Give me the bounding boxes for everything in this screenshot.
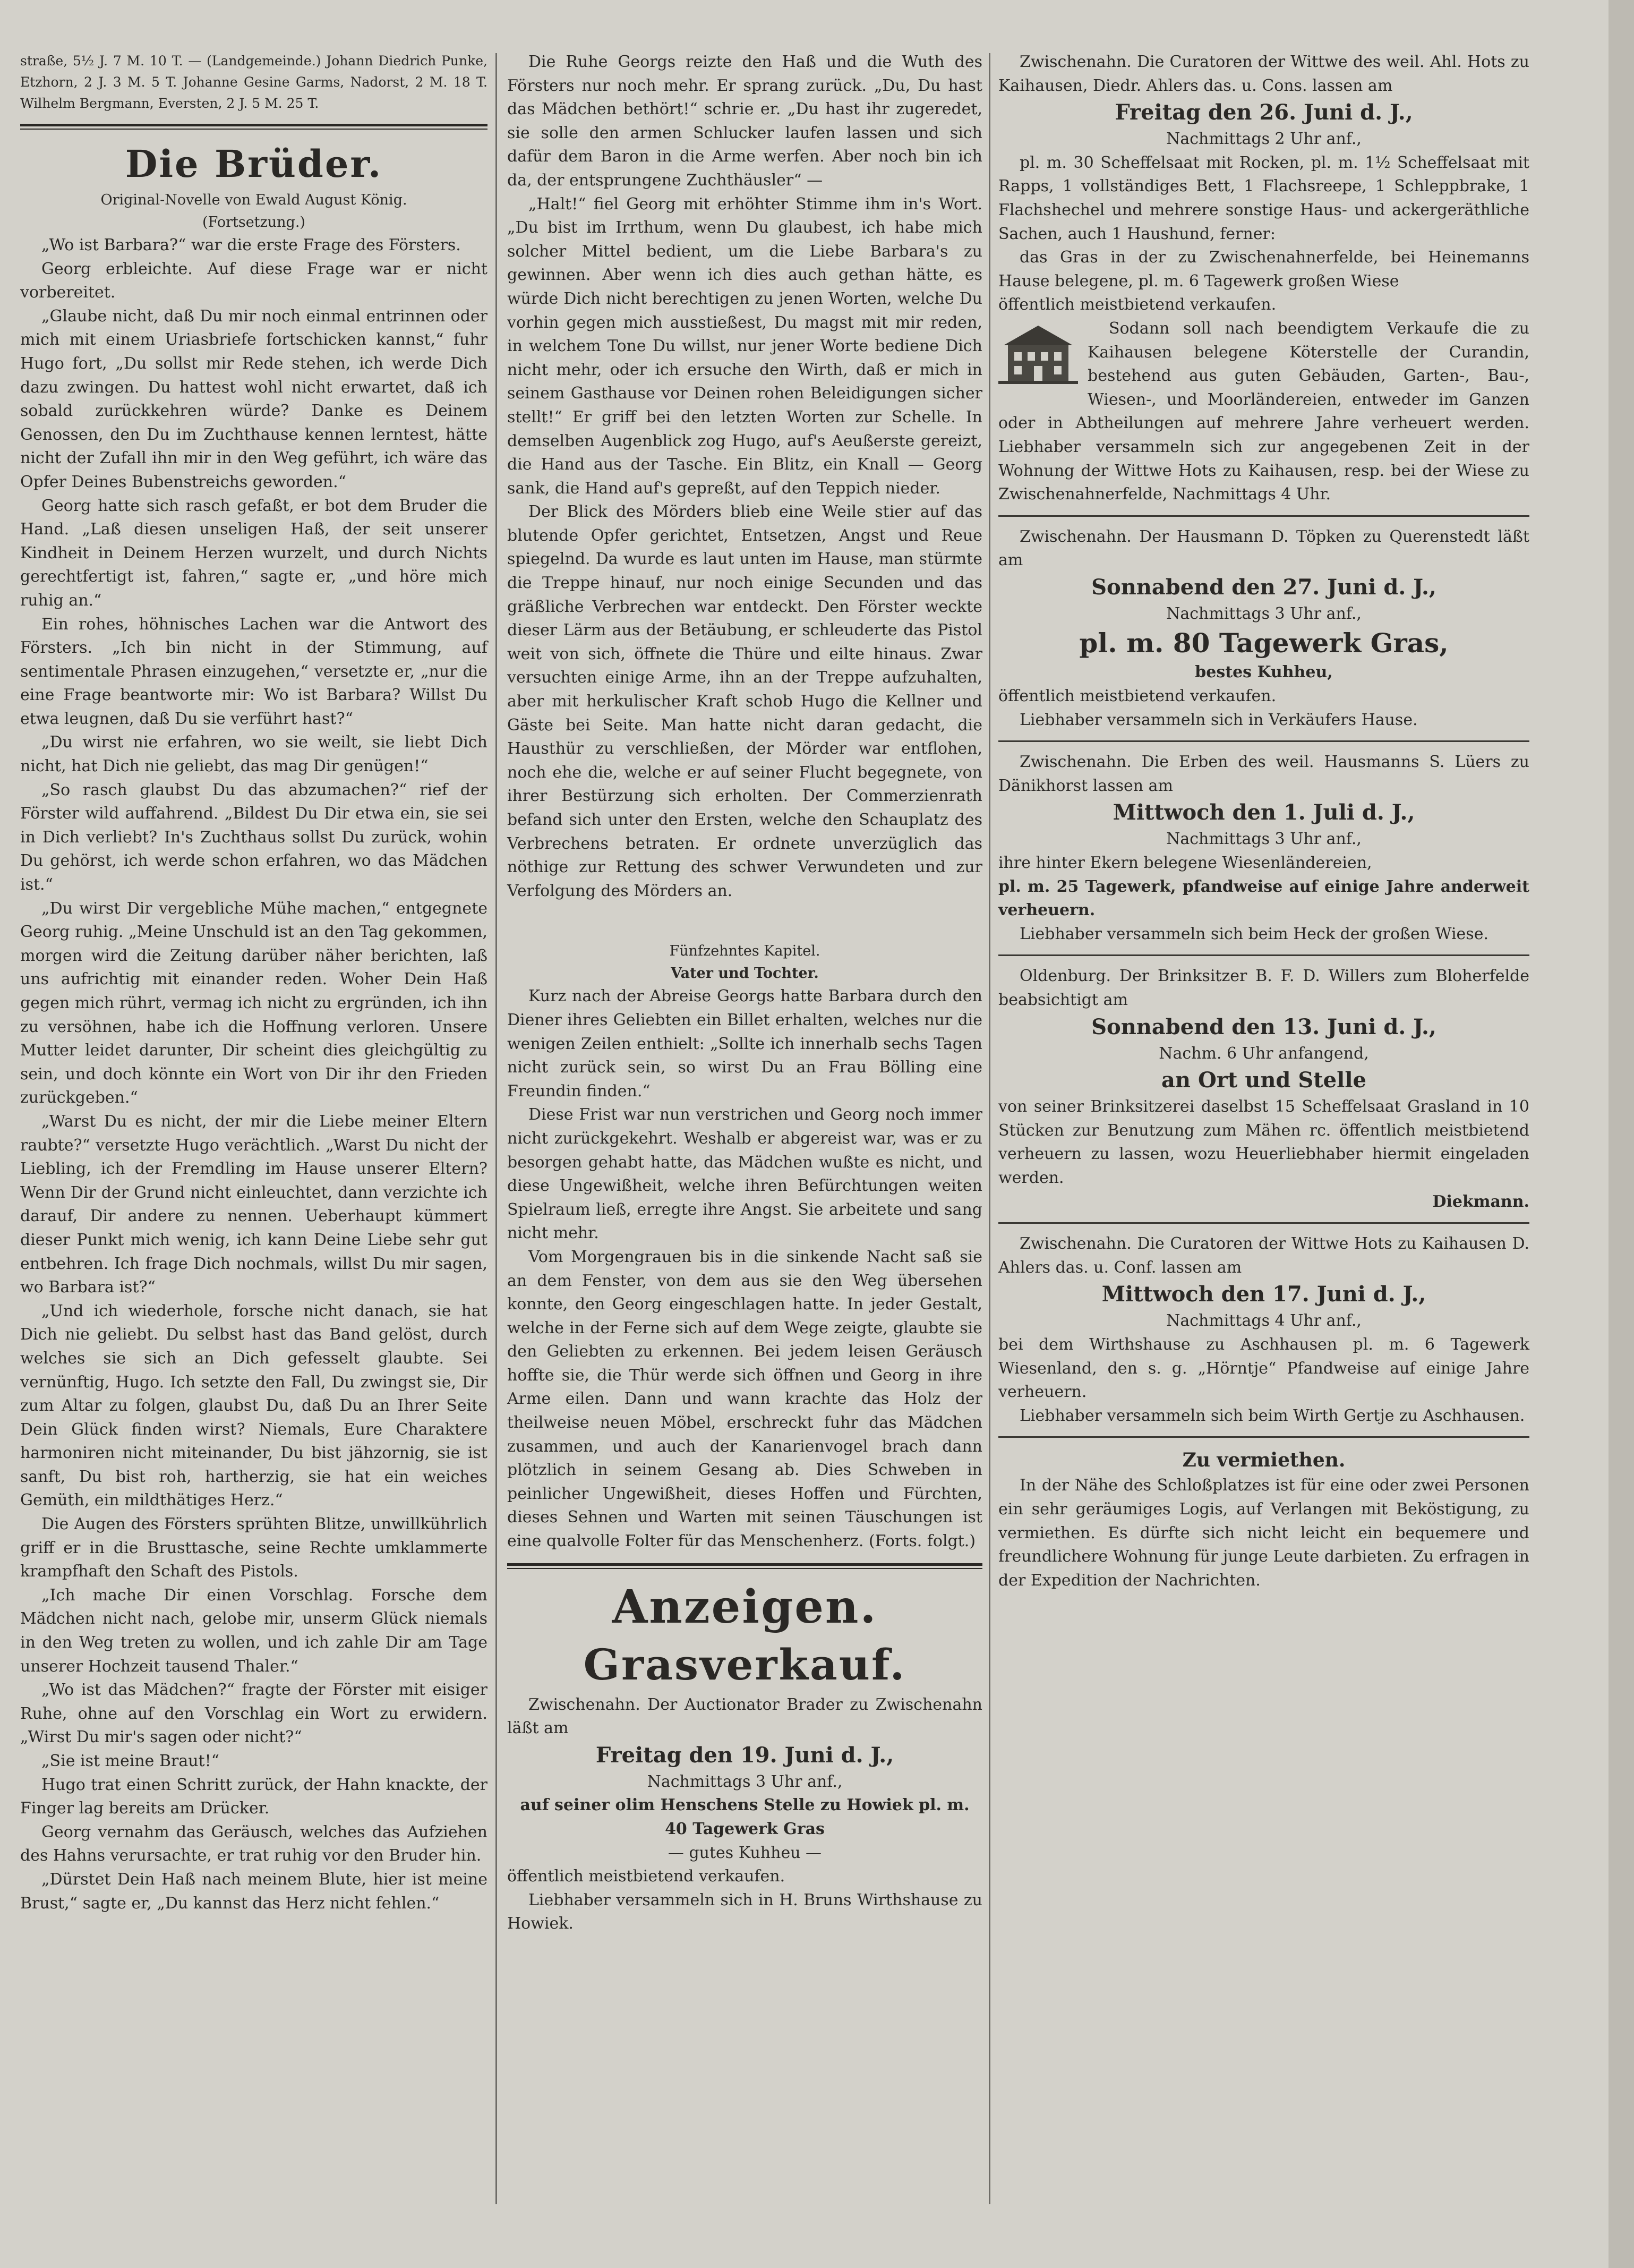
paragraph: „Halt!“ fiel Georg mit erhöhter Stimme ihm in's Wort. „Du bist im Irrthum, wenn Du glaubest, ich habe mich solcher Mittel bedient, um die Liebe Barbara's zu gewinnen. Aber wenn ich dies auch gethan hätte, es würde Dich nicht berechtigen zu jenen Worten, welche Du vorhin gegen mich ausstießest, Du magst mit mir reden, in welchem Tone Du willst, nur jener Worte bediene Dich nicht mehr, oder ich ersuche den Wirth, daß er mich in seinem Gasthause vor Deinen rohen Beleidigungen sicher stellt!“ Er griff bei den letzten Worten zur Schelle. In demselben Augenblick zog Hugo, auf's Aeußerste gereizt, die Hand aus der Tasche. Ein Blitz, ein Knall — Georg sank, die Hand auf's gepreßt, auf den Teppich nieder. [507, 194, 982, 498]
paragraph: Ein rohes, höhnisches Lachen war die Antwort des Försters. „Ich bin nicht in der Stimmung, auf sentimentale Phrasen einzugehen,“ versetzte er, „nur die eine Frage beantworte mir: Wo ist Barbara? Willst Du etwa leugnen, daß Du sie verführt hast?“ [20, 615, 487, 728]
divider [998, 740, 1529, 742]
story-title: Die Brüder. [125, 142, 383, 186]
chapter-number: Fünfzehntes Kapitel. [669, 943, 820, 960]
paragraph: Diese Frist war nun verstrichen und Georg noch immer nicht zurückgekehrt. Weshalb er abgereist war, was er zu besorgen gehabt hatte, das Mädchen wußte es nicht, und diese Ungewißheit, welche ihren Befürchtungen weiten Spielraum ließ, erregte ihre Angst. Sie arbeitete und sang nicht mehr. [507, 1105, 982, 1243]
ads-header: Anzeigen. [612, 1580, 878, 1634]
ad-quality: bestes Kuhheu, [1195, 663, 1333, 682]
ad-body: das Gras in der zu Zwischenahnerfelde, bei Heinemanns Hause belegene, pl. m. 6 Tagewerk großen Wiese [998, 248, 1529, 291]
paragraph: Georg erbleichte. Auf diese Frage war er nicht vorbereitet. [20, 259, 487, 302]
ad-intro: Zwischenahn. Der Hausmann D. Töpken zu Querenstedt läßt am [998, 527, 1529, 570]
paragraph: Georg vernahm das Geräusch, welches das Aufziehen des Hahns verursachte, er trat ruhig vor den Bruder hin. [20, 1822, 487, 1865]
paragraph: „Du wirst nie erfahren, wo sie weilt, sie liebt Dich nicht, hat Dich nie geliebt, das mag Dir genügen!“ [20, 733, 487, 776]
column-2 [507, 50, 982, 1936]
paragraph: „Ich mache Dir einen Vorschlag. Forsche dem Mädchen nicht nach, gelobe mir, unserm Glück niemals in den Weg treten zu wollen, und ich zahle Dir am Tage unserer Hochzeit tausend Thaler.“ [20, 1585, 487, 1676]
ad-line: Zwischenahn. Der Auctionator Brader zu Zwischenahn läßt am [507, 1695, 982, 1738]
ad-time: Nachm. 6 Uhr anfangend, [1159, 1044, 1369, 1063]
divider [998, 1222, 1529, 1224]
column-divider [495, 53, 497, 2204]
ad-body: Liebhaber versammeln sich beim Heck der großen Wiese. [1020, 924, 1488, 943]
divider [998, 515, 1529, 517]
paragraph: „So rasch glaubst Du das abzumachen?“ rief der Förster wild auffahrend. „Bildest Du Dir etwa ein, sie sei in Dich verliebt? In's Zuchthaus sollst Du zurück, wohin Du gehörst, ich werde schon erfahren, wo das Mädchen ist.“ [20, 780, 487, 894]
chapter-title: Vater und Tochter. [671, 965, 819, 982]
ad-time: Nachmittags 4 Uhr anf., [1166, 1311, 1362, 1331]
paragraph: „Sie ist meine Braut!“ [41, 1752, 220, 1770]
divider [998, 1436, 1529, 1438]
paragraph: „Warst Du es nicht, der mir die Liebe meiner Eltern raubte?“ versetzte Hugo verächtlich. „Warst Du nicht der Liebling, ich der Fremdling im Hause unserer Eltern? Wenn Dir der Grund nicht einleuchtet, dann verzichte ich darauf, Dir andere zu nennen. Ueberhaupt kümmert dieser Punkt mich wenig, ich kann Deine Liebe sehr gut entbehren. Ich frage Dich nochmals, willst Du mir sagen, wo Barbara ist?“ [20, 1112, 487, 1297]
ad-date: Freitag den 26. Juni d. J., [1115, 100, 1413, 125]
ad-date: Sonnabend den 27. Juni d. J., [1091, 574, 1436, 600]
ad-body: bei dem Wirthshause zu Aschhausen pl. m. 6 Tagewerk Wiesenland, den s. g. „Hörntje“ Pfandweise auf einige Jahre verheuern. [998, 1335, 1529, 1402]
ad-intro: Zwischenahn. Die Curatoren der Wittwe des weil. Ahl. Hots zu Kaihausen, Diedr. Ahlers das. u. Cons. lassen am [998, 53, 1529, 95]
ad-body: In der Nähe des Schloßplatzes ist für eine oder zwei Personen ein sehr geräumiges Logis, auf Verlangen mit Beköstigung, zu vermiethen. Es dürfte sich nicht leicht ein bequemere und freundlichere Wohnung für junge Leute darbieten. Zu erfragen in der Expedition der Nachrichten. [998, 1476, 1529, 1590]
ad-body: Sodann soll nach beendigtem Verkaufe die zu Kaihausen belegene Köterstelle der Curandin, bestehend aus guten Gebäuden, Garten-, Bau-, Wiesen-, und Moorländereien, entweder im Ganzen oder in Abtheilungen auf mehrere Jahre verheuert werden. Liebhaber versammeln sich zur angegebenen Zeit in der Wohnung der Wittwe Hots zu Kaihausen, resp. bei der Wiese zu Zwischenahnerfelde, Nachmittags 4 Uhr. [998, 319, 1529, 504]
death-notice-lead: straße, 5½ J. 7 M. 10 T. — (Landgemeinde.) Johann Diedrich Punke, Etzhorn, 2 J. 3 M. 5 T. Johanne Gesine Garms, Nadorst, 2 M. 18 T. Wilhelm Bergmann, Eversten, 2 J. 5 M. 25 T. [20, 53, 487, 111]
ad-body: pl. m. 25 Tagewerk, pfandweise auf einige Jahre anderweit verheuern. [998, 877, 1529, 920]
paragraph: „Du wirst Dir vergebliche Mühe machen,“ entgegnete Georg ruhig. „Meine Unschuld ist an den Tag gekommen, morgen wird die Zeitung darüber näher berichten, laß uns aufrichtig mit einander reden. Woher Dein Haß gegen mich rührt, vermag ich nicht zu ergründen, ich ihn zu versöhnen, habe ich die Hoffnung verloren. Unsere Mutter leidet darunter, Dir scheint dies gleichgültig zu sein, und doch könnte ein Wort von Dir ihr den Frieden zurückgeben.“ [20, 899, 487, 1107]
ad-big-line: pl. m. 80 Tagewerk Gras, [1079, 627, 1449, 659]
ad-body: von seiner Brinksitzerei daselbst 15 Scheffelsaat Grasland in 10 Stücken zur Benutzung zum Mähen rc. öffentlich meistbietend verheuern zu lassen, wozu Heuerliebhaber hiermit eingeladen werden. [998, 1097, 1529, 1187]
paragraph: „Wo ist das Mädchen?“ fragte der Förster mit eisiger Ruhe, ohne auf den Vorschlag ein Wort zu erwidern. „Wirst Du mir's sagen oder nicht?“ [20, 1681, 487, 1747]
paragraph: „Glaube nicht, daß Du mir noch einmal entrinnen oder mich mit einem Uriasbriefe fortschicken kannst,“ fuhr Hugo fort, „Du sollst mir Rede stehen, ich werde Dich dazu zwingen. Du hattest wohl nicht erwartet, daß ich sobald zurückkehren würde? Danke es Deinem Genossen, den Du im Zuchthause kennen lerntest, hätte nicht der Zufall ihn mir in den Weg geführt, ich wäre das Opfer Deines Bubenstreichs geworden.“ [20, 306, 487, 491]
ad-time: Nachmittags 3 Uhr anf., [1166, 830, 1362, 849]
column-divider [989, 53, 990, 2204]
divider [507, 1563, 982, 1569]
column-3 [998, 50, 1529, 1592]
ad-title: Grasverkauf. [583, 1639, 906, 1690]
ad-body: Liebhaber versammeln sich beim Wirth Gertje zu Aschhausen. [1020, 1406, 1525, 1425]
page-edge [1609, 0, 1634, 2268]
ad-date: Mittwoch den 1. Juli d. J., [1113, 800, 1415, 825]
story-continuation: (Fortsetzung.) [202, 214, 305, 231]
column-1 [20, 50, 487, 1915]
paragraph: „Dürstet Dein Haß nach meinem Blute, hier ist meine Brust,“ sagte er, „Du kannst das Herz nicht fehlen.“ [20, 1870, 487, 1913]
ad-date: Freitag den 19. Juni d. J., [595, 1742, 894, 1768]
paragraph: Hugo trat einen Schritt zurück, der Hahn knackte, der Finger lag bereits am Drücker. [20, 1775, 487, 1818]
ad-body: pl. m. 30 Scheffelsaat mit Rocken, pl. m. 1½ Scheffelsaat mit Rapps, 1 vollständiges Bett, 1 Flachsreepe, 1 Schleppbrake, 1 Flachshechel und mehrere sonstige Haus- und ackergeräthliche Sachen, auch 1 Haushund, ferner: [998, 153, 1529, 243]
house-icon [998, 321, 1078, 385]
ad-body: öffentlich meistbietend verkaufen. [998, 687, 1277, 706]
ad-line: öffentlich meistbietend verkaufen. [507, 1867, 785, 1886]
ad-place: an Ort und Stelle [1161, 1068, 1366, 1093]
paragraph: Die Augen des Försters sprühten Blitze, unwillkührlich griff er in die Brusttasche, seine Rechte umklammerte krampfhaft den Schaft des Pistols. [20, 1515, 487, 1581]
ad-time: Nachmittags 3 Uhr anf., [1166, 604, 1362, 623]
paragraph: Die Ruhe Georgs reizte den Haß und die Wuth des Försters nur noch mehr. Er sprang zurück. „Du, Du hast das Mädchen bethört!“ schrie er. „Du hast ihr zugeredet, sie solle den armen Schlucker laufen lassen und sich dafür dem Baron in die Arme werfen. Aber noch bin ich da, der entsprungene Zuchthäusler“ — [507, 53, 982, 190]
paragraph: Georg hatte sich rasch gefaßt, er bot dem Bruder die Hand. „Laß diesen unseligen Haß, der seit unserer Kindheit in Deinem Herzen wurzelt, und durch Nichts gerechtfertigt ist, fahren,“ sagte er, „und höre mich ruhig an.“ [20, 496, 487, 610]
paragraph: „Und ich wiederhole, forsche nicht danach, sie hat Dich nie geliebt. Du selbst hast das Band gelöst, durch welches sie sich an Dich gefesselt glaubte. Sei vernünftig, Hugo. Ich setzte den Fall, Du zwingst sie, Dir zum Altar zu folgen, glaubst Du, daß Du an Ihrer Seite Dein Glück finden wirst? Niemals, Eure Charaktere harmoniren nicht miteinander, Du bist jähzornig, sie ist sanft, Du bist roh, hartherzig, sie hat ein weiches Gemüth, ein mildthätiges Herz.“ [20, 1301, 487, 1510]
story-byline: Original-Novelle von Ewald August König. [100, 192, 407, 208]
ad-date: Sonnabend den 13. Juni d. J., [1091, 1014, 1436, 1039]
paragraph: Vom Morgengrauen bis in die sinkende Nacht saß sie an dem Fenster, von dem aus sie den Weg übersehen konnte, den Georg eingeschlagen hatte. In jeder Gestalt, welche in der Ferne sich auf dem Wege zeigte, glaubte sie den Geliebten zu erkennen. Bei jedem leisen Geräusch hoffte sie, die Thür werde sich öffnen und Georg in ihre Arme eilen. Dann und wann krachte das Holz der theilweise neuen Möbel, erschreckt fuhr das Mädchen zusammen, und auch der Kanarienvogel brach dann plötzlich in seinem Gesang ab. Dies Schweben in peinlicher Ungewißheit, dieses Hoffen und Fürchten, dieses Sehnen und Warten mit seinen Täuschungen ist eine qualvolle Folter für das Menschenherz. (Forts. folgt.) [507, 1247, 982, 1551]
paragraph: „Wo ist Barbara?“ war die erste Frage des Försters. [41, 236, 461, 254]
paragraph: Der Blick des Mörders blieb eine Weile stier auf das blutende Opfer gerichtet, Entsetzen, Angst und Reue spiegelnd. Da wurde es laut unten im Hause, man stürmte die Treppe hinauf, nur noch einige Secunden und das gräßliche Verbrechen war entdeckt. Den Förster weckte dieser Lärm aus der Betäubung, er schleuderte das Pistol weit von sich, öffnete die Thüre und eilte hinaus. Zwar versuchten einige Arme, ihn an der Treppe aufzuhalten, aber mit herkulischer Kraft schob Hugo die Kellner und Gäste bei Seite. Man hatte nicht daran gedacht, die Hausthür zu verschließen, der Mörder war entflohen, noch ehe die, welche er auf seiner Flucht begegnete, von ihrer Bestürzung sich erholten. Der Commerzienrath befand sich unter den Ersten, welche den Schauplatz des Verbrechens betraten. Er ordnete unverzüglich das nöthige zur Rettung des schwer Verwundeten und zur Verfolgung des Mörders an. [507, 502, 982, 900]
ad-signature: Diekmann. [1432, 1192, 1529, 1211]
divider [20, 124, 487, 130]
ad-intro: Zwischenahn. Die Curatoren der Wittwe Hots zu Kaihausen D. Ahlers das. u. Conf. lassen am [998, 1234, 1529, 1277]
ad-time: Nachmittags 2 Uhr anf., [1166, 130, 1362, 149]
ad-date: Mittwoch den 17. Juni d. J., [1101, 1282, 1426, 1307]
ad-title: Zu vermiethen. [1182, 1449, 1346, 1472]
divider [998, 954, 1529, 956]
ad-intro: Oldenburg. Der Brinksitzer B. F. D. Willers zum Bloherfelde beabsichtigt am [998, 967, 1529, 1009]
ad-body: ihre hinter Ekern belegene Wiesenländereien, [998, 854, 1372, 873]
ad-line: auf seiner olim Henschens Stelle zu Howiek pl. m. 40 Tagewerk Gras [520, 1796, 970, 1838]
ad-body: öffentlich meistbietend verkaufen. [998, 295, 1277, 314]
ad-intro: Zwischenahn. Die Erben des weil. Hausmanns S. Lüers zu Dänikhorst lassen am [998, 753, 1529, 795]
ad-body: Liebhaber versammeln sich in Verkäufers Hause. [1020, 710, 1418, 729]
ad-line: Nachmittags 3 Uhr anf., [647, 1772, 843, 1791]
paragraph: Kurz nach der Abreise Georgs hatte Barbara durch den Diener ihres Geliebten ein Billet erhalten, welches nur die wenigen Zeilen enthielt: „Sollte ich innerhalb sechs Tagen nicht zurück sein, so wirst Du an Frau Bölling eine Freundin finden.“ [507, 987, 982, 1101]
ad-line: Liebhaber versammeln sich in H. Bruns Wirthshause zu Howiek. [507, 1890, 982, 1933]
ad-line: — gutes Kuhheu — [668, 1843, 822, 1862]
